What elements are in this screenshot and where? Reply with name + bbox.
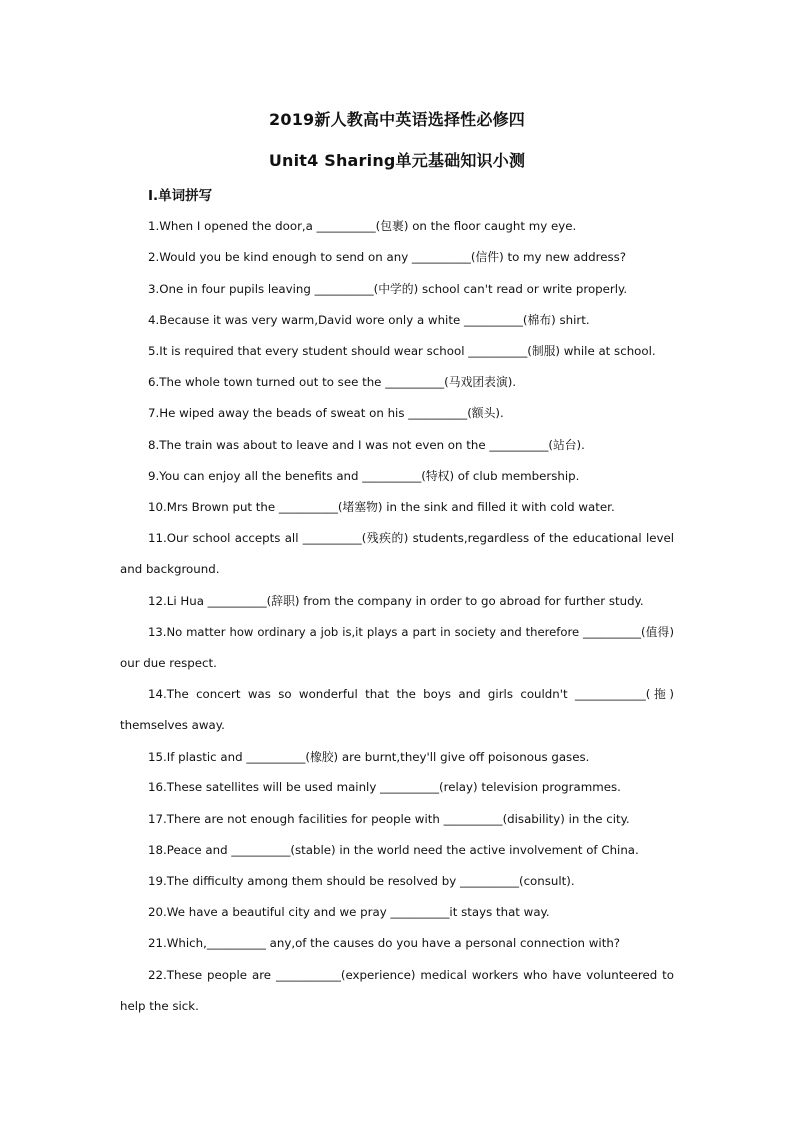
question-11-continued: and background.: [120, 562, 220, 576]
question-9: 9.You can enjoy all the benefits and __________(特权) of club membership.: [148, 469, 580, 483]
question-6: 6.The whole town turned out to see the __________(马戏团表演).: [148, 375, 517, 389]
question-17: 17.There are not enough facilities for people with __________(disability) in the city.: [148, 812, 630, 826]
question-12: 12.Li Hua __________(辞职) from the company in order to go abroad for further study.: [148, 594, 644, 608]
section-heading: Ⅰ.单词拼写: [148, 188, 213, 204]
question-22: 22.These people are ___________(experience) medical workers who have volunteered to: [148, 968, 674, 982]
question-11: 11.Our school accepts all __________(残疾的) students,regardless of the educational level: [148, 531, 674, 545]
question-15: 15.If plastic and __________(橡胶) are burnt,they'll give off poisonous gases.: [148, 750, 590, 764]
question-20: 20.We have a beautiful city and we pray __________it stays that way.: [148, 905, 550, 919]
question-2: 2.Would you be kind enough to send on any __________(信件) to my new address?: [148, 250, 627, 264]
question-22-continued: help the sick.: [120, 999, 199, 1013]
question-3: 3.One in four pupils leaving __________(中学的) school can't read or write properly.: [148, 282, 628, 296]
question-10: 10.Mrs Brown put the __________(堵塞物) in the sink and filled it with cold water.: [148, 500, 615, 514]
question-21: 21.Which,__________ any,of the causes do you have a personal connection with?: [148, 936, 621, 950]
question-8: 8.The train was about to leave and I was not even on the __________(站台).: [148, 438, 585, 452]
question-13-continued: our due respect.: [120, 656, 217, 670]
question-19: 19.The difficulty among them should be resolved by __________(consult).: [148, 874, 575, 888]
page-title: 2019新人教高中英语选择性必修四: [269, 110, 525, 129]
question-14: 14.The concert was so wonderful that the boys and girls couldn't ____________(拖): [148, 687, 674, 701]
question-18: 18.Peace and __________(stable) in the world need the active involvement of China.: [148, 843, 639, 857]
question-4: 4.Because it was very warm,David wore only a white __________(棉布) shirt.: [148, 313, 590, 327]
question-16: 16.These satellites will be used mainly __________(relay) television programmes.: [148, 780, 621, 794]
page-subtitle: Unit4 Sharing单元基础知识小测: [268, 151, 526, 170]
question-13: 13.No matter how ordinary a job is,it plays a part in society and therefore __________(值得): [148, 625, 674, 639]
question-1: 1.When I opened the door,a __________(包裹) on the floor caught my eye.: [148, 219, 577, 233]
question-7: 7.He wiped away the beads of sweat on his __________(额头).: [148, 406, 504, 420]
question-14-continued: themselves away.: [120, 718, 225, 732]
question-5: 5.It is required that every student should wear school __________(制服) while at school.: [148, 344, 656, 358]
